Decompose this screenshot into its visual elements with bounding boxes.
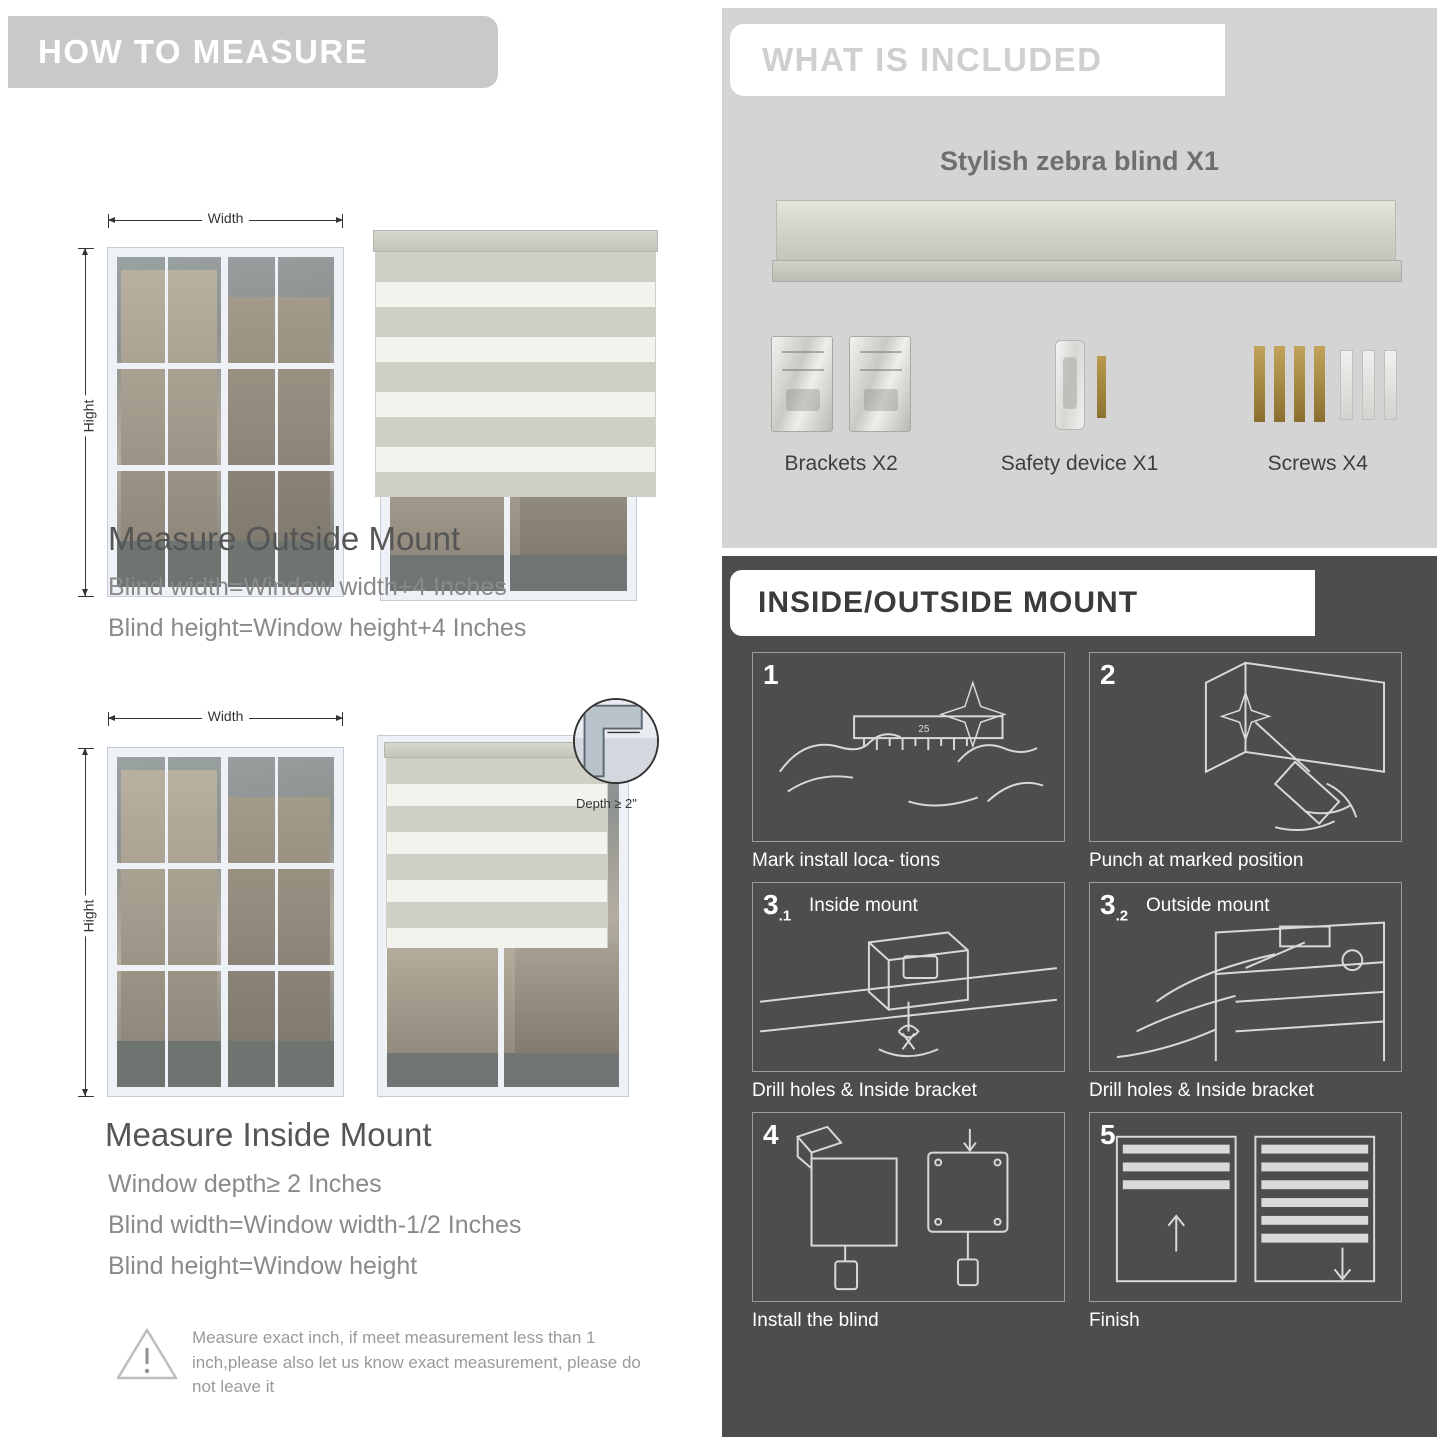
safety-device-icon <box>960 328 1198 438</box>
step-3-1-number: $3_{.1}$ <box>763 889 792 925</box>
outside-width-label: Width <box>202 210 250 226</box>
step-4-sketch <box>753 1113 1064 1301</box>
step-2-caption: Punch at marked position <box>1089 850 1304 871</box>
right-panel <box>722 8 1437 1437</box>
outside-mount-line-1: Blind width=Window width+4 Inches <box>108 573 507 601</box>
how-to-measure-title: HOW TO MEASURE <box>38 33 369 70</box>
part-screws <box>1199 328 1437 476</box>
measure-warning-text: Measure exact inch, if meet measurement less than 1 inch,please also let us know exact measurement, please do not leave it <box>192 1328 641 1397</box>
step-1-sketch <box>753 653 1064 841</box>
outside-mount-line-2: Blind height=Window height+4 Inches <box>108 614 527 642</box>
blind-graphic-inside <box>378 736 628 1106</box>
part-safety-device-label: Safety device X1 <box>1000 452 1159 475</box>
outside-mount-illustration <box>8 108 708 508</box>
inside-mount-illustration <box>8 708 708 1108</box>
inside-outside-mount-panel <box>722 556 1437 1437</box>
step-4-caption: Install the blind <box>752 1310 879 1331</box>
how-to-measure-panel <box>8 8 714 1437</box>
window-graphic-inside <box>108 748 343 1096</box>
step-2-number: 2 <box>1100 659 1116 690</box>
included-main-item-label: Stylish zebra blind X1 <box>939 146 1220 176</box>
svg-text:25: 25 <box>918 724 930 736</box>
mount-steps-grid <box>752 652 1402 1332</box>
mount-step-4 <box>752 1112 1065 1332</box>
inside-height-label: Hight <box>80 896 96 937</box>
outside-mount-title: Measure Outside Mount <box>108 520 461 557</box>
included-parts-row <box>722 328 1437 476</box>
what-is-included-header <box>730 24 1225 96</box>
inside-mount-line-1: Window depth≥ 2 Inches <box>108 1170 382 1198</box>
inside-mount-line-3: Blind height=Window height <box>108 1252 418 1280</box>
step-3-2-inline-label: Outside mount <box>1146 895 1270 916</box>
screws-icon <box>1199 328 1437 438</box>
step-5-sketch <box>1090 1113 1401 1301</box>
depth-zoom-icon <box>573 698 659 784</box>
inside-mount-line-2: Blind width=Window width-1/2 Inches <box>108 1211 522 1239</box>
step-1-number: 1 <box>763 659 779 690</box>
mount-title: INSIDE/OUTSIDE MOUNT <box>758 586 1139 619</box>
part-screws-label: Screws X4 <box>1267 452 1368 475</box>
mount-step-3-2 <box>1089 882 1402 1102</box>
inside-width-dimension <box>108 708 343 724</box>
mount-header <box>730 570 1315 636</box>
step-3-2-caption: Drill holes & Inside bracket <box>1089 1080 1314 1101</box>
warning-triangle-icon <box>116 1326 178 1382</box>
zebra-blind-product-graphic <box>772 200 1402 295</box>
inside-mount-title: Measure Inside Mount <box>105 1116 432 1153</box>
step-1-caption: Mark install loca- tions <box>752 850 940 871</box>
step-5-caption: Finish <box>1089 1310 1140 1331</box>
how-to-measure-header <box>8 16 498 88</box>
mount-step-5 <box>1089 1112 1402 1332</box>
brackets-icon <box>722 328 960 438</box>
mount-step-2 <box>1089 652 1402 872</box>
step-3-2-number: $3_{.2}$ <box>1100 889 1129 925</box>
outside-width-dimension <box>108 210 343 226</box>
what-is-included-title: WHAT IS INCLUDED <box>762 41 1103 78</box>
step-3-1-caption: Drill holes & Inside bracket <box>752 1080 977 1101</box>
step-4-number: 4 <box>763 1119 779 1150</box>
step-3-1-inline-label: Inside mount <box>809 895 918 916</box>
mount-step-3-1 <box>752 882 1065 1102</box>
what-is-included-panel <box>722 8 1437 548</box>
inside-width-label: Width <box>202 708 250 724</box>
part-safety-device <box>960 328 1198 476</box>
outside-height-label: Hight <box>80 396 96 437</box>
part-brackets <box>722 328 960 476</box>
part-brackets-label: Brackets X2 <box>784 452 898 475</box>
mount-step-1 <box>752 652 1065 872</box>
step-5-number: 5 <box>1100 1119 1116 1150</box>
depth-label: Depth ≥ 2" <box>576 796 637 811</box>
step-2-sketch <box>1090 653 1401 841</box>
measure-warning <box>116 1326 656 1400</box>
